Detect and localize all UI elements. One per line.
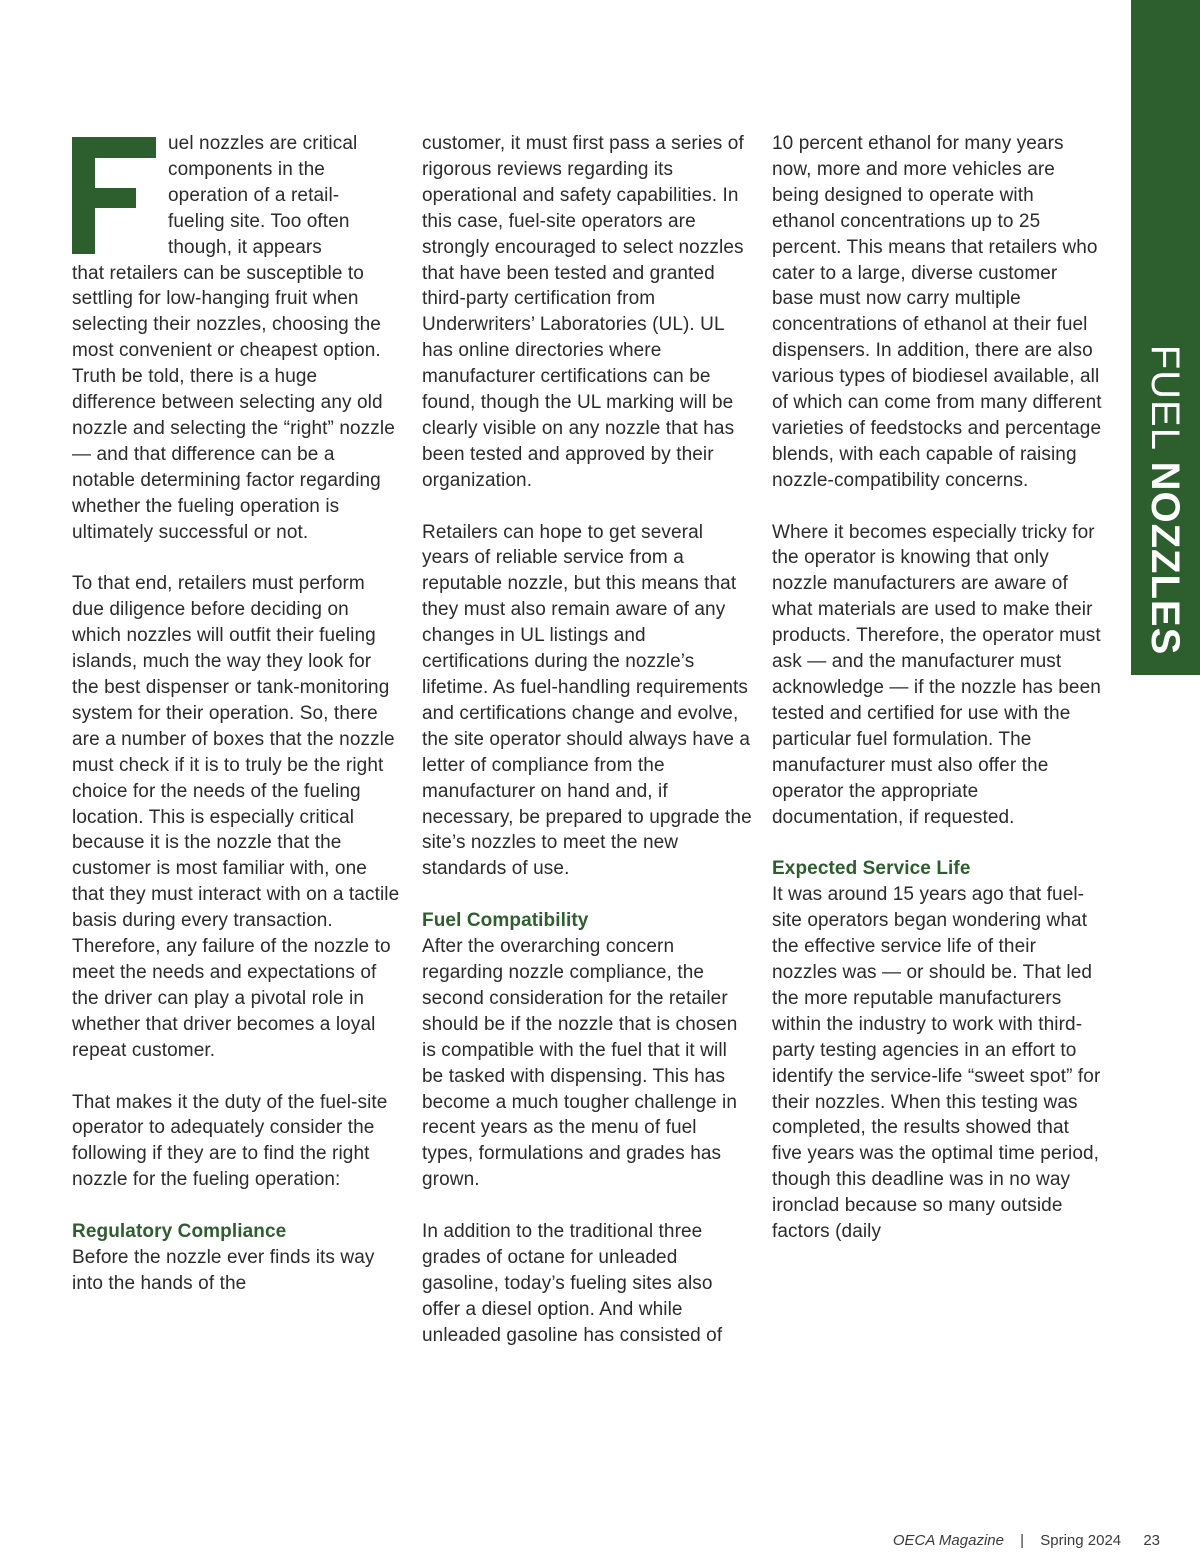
intro-line: components in the — [168, 158, 325, 180]
article-column-3 — [772, 131, 1102, 1245]
paragraph: Where it becomes especially tricky for the operator is knowing that only nozzle manufacturers are aware of what materials are used to make their products. Therefore, the operator must ask — and the manufacturer must acknowledge — if the nozzle has been tested and certified for use with the particular fuel formulation. The manufacturer must also offer the operator the appropriate documentation, if requested. — [772, 521, 1101, 828]
paragraph: After the overarching concern regarding nozzle compliance, the second consideration for the retailer should be if the nozzle that is chosen is compatible with the fuel that it will be tasked with dispensing. This has become a much tougher challenge in recent years as the menu of fuel types, formulations and grades has grown. — [422, 936, 738, 1191]
issue-date: Spring 2024 — [1040, 1532, 1122, 1549]
paragraph: Retailers can hope to get several years of reliable service from a reputable nozzle, but this means that they must also remain aware of any changes in UL listings and certifications during the nozzle’s lifetime. As fuel-handling requirements and certifications change and evolve, the site operator should always have a letter of compliance from the manufacturer on hand and, if necessary, be prepared to upgrade the site’s nozzles to meet the new standards of use. — [422, 521, 752, 880]
paragraph: That makes it the duty of the fuel-site operator to adequately consider the following if they are to find the right nozzle for the fueling operation: — [72, 1091, 388, 1191]
side-label-bold: NOZZLES — [1143, 461, 1187, 656]
section-heading-regulatory-compliance: Regulatory Compliance — [72, 1221, 287, 1243]
intro-line: though, it appears — [168, 236, 322, 258]
page-number: 23 — [1143, 1532, 1160, 1549]
intro-line: fueling site. Too often — [168, 210, 350, 232]
paragraph: 10 percent ethanol for many years now, more and more vehicles are being designed to operate with ethanol concentrations up to 25 percent. This means that retailers who cater to a large, diverse customer base must now carry multiple concentrations of ethanol at their fuel dispensers. In addition, there are also various types of biodiesel available, all of which can come from many different varieties of feedstocks and percentage blends, with each capable of raising nozzle-compatibility concerns. — [772, 133, 1102, 491]
intro-indented-block — [72, 131, 402, 261]
intro-paragraph: that retailers can be susceptible to settling for low-hanging fruit when selecting their nozzles, choosing the most convenient or cheapest option. Truth be told, there is a huge difference between selecting any old nozzle and selecting the “right” nozzle — and that difference can be a notable determining factor regarding whether the fueling operation is ultimately successful or not. — [72, 262, 395, 543]
paragraph: Before the nozzle ever finds its way into the hands of the — [72, 1246, 375, 1294]
page-footer — [893, 1532, 1160, 1549]
paragraph: In addition to the traditional three grades of octane for unleaded gasoline, today’s fueling sites also offer a diesel option. And while unleaded gasoline has consisted of — [422, 1221, 723, 1346]
paragraph: To that end, retailers must perform due diligence before deciding on which nozzles will outfit their fueling islands, much the way they look for the best dispenser or tank-monitoring system for their operation. So, there are a number of boxes that the nozzle must check if it is to truly be the right choice for the needs of the fueling location. This is especially critical because it is the nozzle that the customer is most familiar with, one that they must interact with on a tactile basis during every transaction. Therefore, any failure of the nozzle to meet the needs and expectations of the driver can play a pivotal role in whether that driver becomes a loyal repeat customer. — [72, 573, 400, 1061]
article-column-1 — [72, 131, 402, 1297]
article-column-2 — [422, 131, 752, 1349]
section-heading-expected-service-life: Expected Service Life — [772, 858, 971, 880]
paragraph: It was around 15 years ago that fuel-site operators began wondering what the effective service life of their nozzles was — or should be. That led the more reputable manufacturers within the industry to work with third-party testing agencies in an effort to identify the service-life “sweet spot” for their nozzles. When this testing was completed, the results showed that five years was the optimal time period, though this deadline was in no way ironclad because so many outside factors (daily — [772, 884, 1101, 1243]
paragraph: customer, it must first pass a series of rigorous reviews regarding its operational and safety capabilities. In this case, fuel-site operators are strongly encouraged to select nozzles that have been tested and granted third-party certification from Underwriters’ Laboratories (UL). UL has online directories where manufacturer certifications can be found, though the UL marking will be clearly visible on any nozzle that has been tested and approved by their organization. — [422, 133, 744, 491]
intro-line: operation of a retail- — [168, 184, 340, 206]
side-label-thin: FUEL — [1143, 344, 1187, 462]
section-heading-fuel-compatibility: Fuel Compatibility — [422, 910, 589, 932]
footer-separator: | — [1020, 1532, 1025, 1549]
magazine-name: OECA Magazine — [892, 1532, 1004, 1549]
intro-line: uel nozzles are critical — [168, 133, 358, 154]
section-side-label — [1143, 345, 1187, 656]
